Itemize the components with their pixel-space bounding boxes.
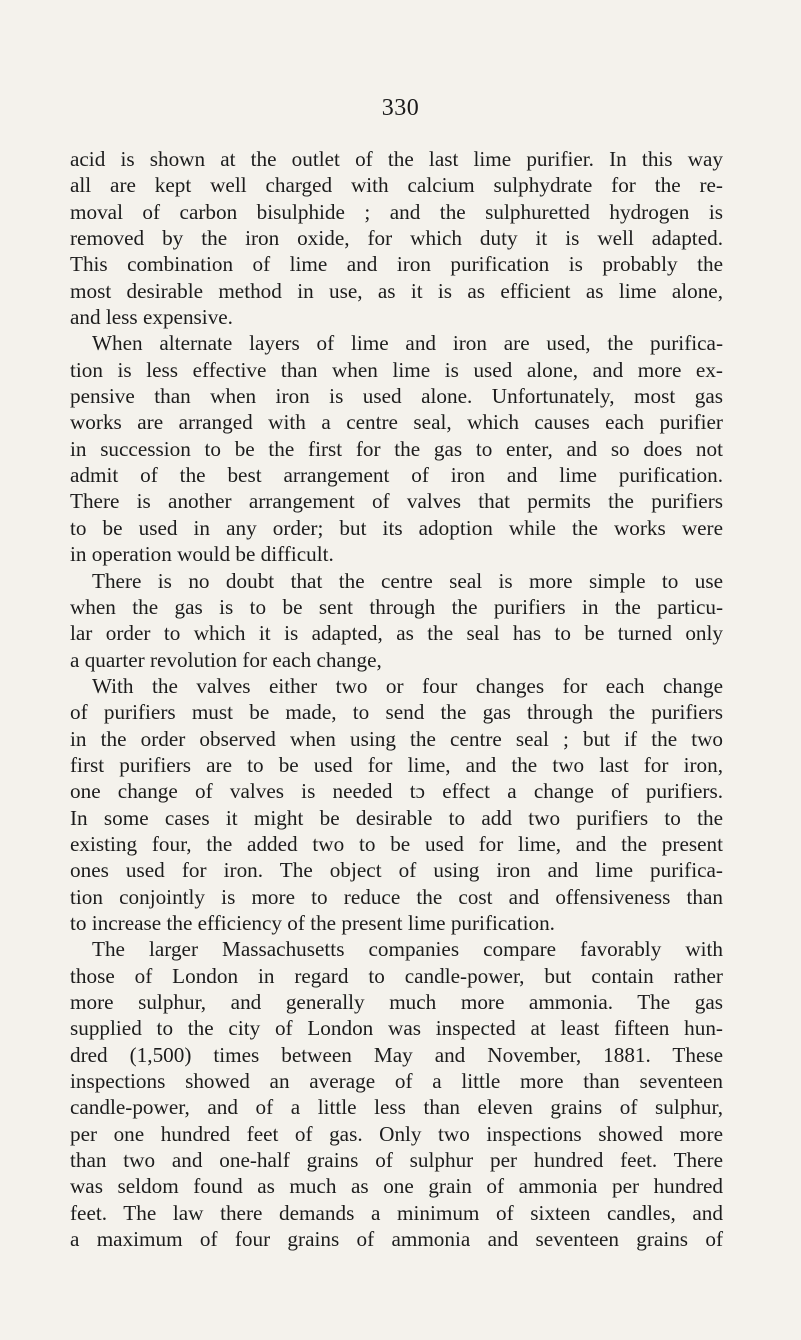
text-line: most desirable method in use, as it is as efficient as lime alone, (70, 278, 723, 303)
text-line: first purifiers are to be used for lime, and the two last for iron, (70, 752, 723, 777)
text-line: There is another arrangement of valves that permits the purifiers (70, 489, 723, 514)
body-text (70, 146, 723, 1252)
text-line: in succession to be the first for the gas to enter, and so does not (70, 436, 723, 461)
text-line: The larger Massachusetts companies compare favorably with (92, 937, 723, 962)
text-line: existing four, the added two to be used for lime, and the present (70, 831, 723, 856)
text-line: There is no doubt that the centre seal is more simple to use (92, 568, 723, 593)
text-line: feet. The law there demands a minimum of sixteen candles, and (70, 1200, 723, 1225)
text-line: than two and one-half grains of sulphur per hundred feet. There (70, 1148, 723, 1173)
text-line: when the gas is to be sent through the purifiers in the particu- (70, 594, 723, 619)
text-line: admit of the best arrangement of iron and lime purification. (70, 463, 723, 488)
text-line: to be used in any order; but its adoption while the works were (70, 515, 723, 540)
text-line: This combination of lime and iron purification is probably the (70, 252, 723, 277)
text-line: of purifiers must be made, to send the gas through the purifiers (70, 700, 723, 725)
text-line: a maximum of four grains of ammonia and seventeen grains of (70, 1227, 723, 1252)
text-line: works are arranged with a centre seal, which causes each purifier (70, 410, 723, 435)
text-line: was seldom found as much as one grain of ammonia per hundred (70, 1174, 723, 1199)
paragraph (70, 146, 723, 330)
text-line: When alternate layers of lime and iron are used, the purifica- (92, 331, 723, 356)
text-line: moval of carbon bisulphide ; and the sulphuretted hydrogen is (70, 199, 723, 224)
paragraph (70, 673, 723, 936)
text-line: a quarter revolution for each change, (70, 647, 382, 672)
text-line: to increase the efficiency of the present lime purification. (70, 910, 555, 935)
text-line: inspections showed an average of a little more than seventeen (70, 1069, 723, 1094)
text-line: one change of valves is needed tɔ effect a change of purifiers. (70, 779, 723, 804)
text-line: removed by the iron oxide, for which duty it is well adapted. (70, 226, 723, 251)
paragraph (70, 936, 723, 1252)
page-number: 330 (381, 95, 420, 121)
text-line: all are kept well charged with calcium sulphydrate for the re- (70, 173, 723, 198)
text-line: ones used for iron. The object of using iron and lime purifica- (70, 858, 723, 883)
text-line: pensive than when iron is used alone. Unfortunately, most gas (70, 384, 723, 409)
text-line: in the order observed when using the centre seal ; but if the two (70, 726, 723, 751)
text-line: lar order to which it is adapted, as the seal has to be turned only (70, 621, 723, 646)
paragraph (70, 330, 723, 567)
text-line: in operation would be difficult. (70, 542, 334, 567)
text-line: tion conjointly is more to reduce the cost and offensiveness than (70, 884, 723, 909)
text-line: those of London in regard to candle-power, but contain rather (70, 963, 723, 988)
paragraph (70, 568, 723, 673)
text-line: With the valves either two or four changes for each change (92, 673, 723, 698)
text-line: dred (1,500) times between May and November, 1881. These (70, 1042, 723, 1067)
text-line: supplied to the city of London was inspected at least fifteen hun- (70, 1016, 723, 1041)
text-line: per one hundred feet of gas. Only two inspections showed more (70, 1121, 723, 1146)
text-line: In some cases it might be desirable to add two purifiers to the (70, 805, 723, 830)
text-line: more sulphur, and generally much more ammonia. The gas (70, 990, 723, 1014)
text-line: candle-power, and of a little less than eleven grains of sulphur, (70, 1095, 723, 1120)
text-line: acid is shown at the outlet of the last lime purifier. In this way (70, 147, 723, 171)
text-line: and less expensive. (70, 305, 233, 330)
text-line: tion is less effective than when lime is used alone, and more ex- (70, 357, 723, 382)
